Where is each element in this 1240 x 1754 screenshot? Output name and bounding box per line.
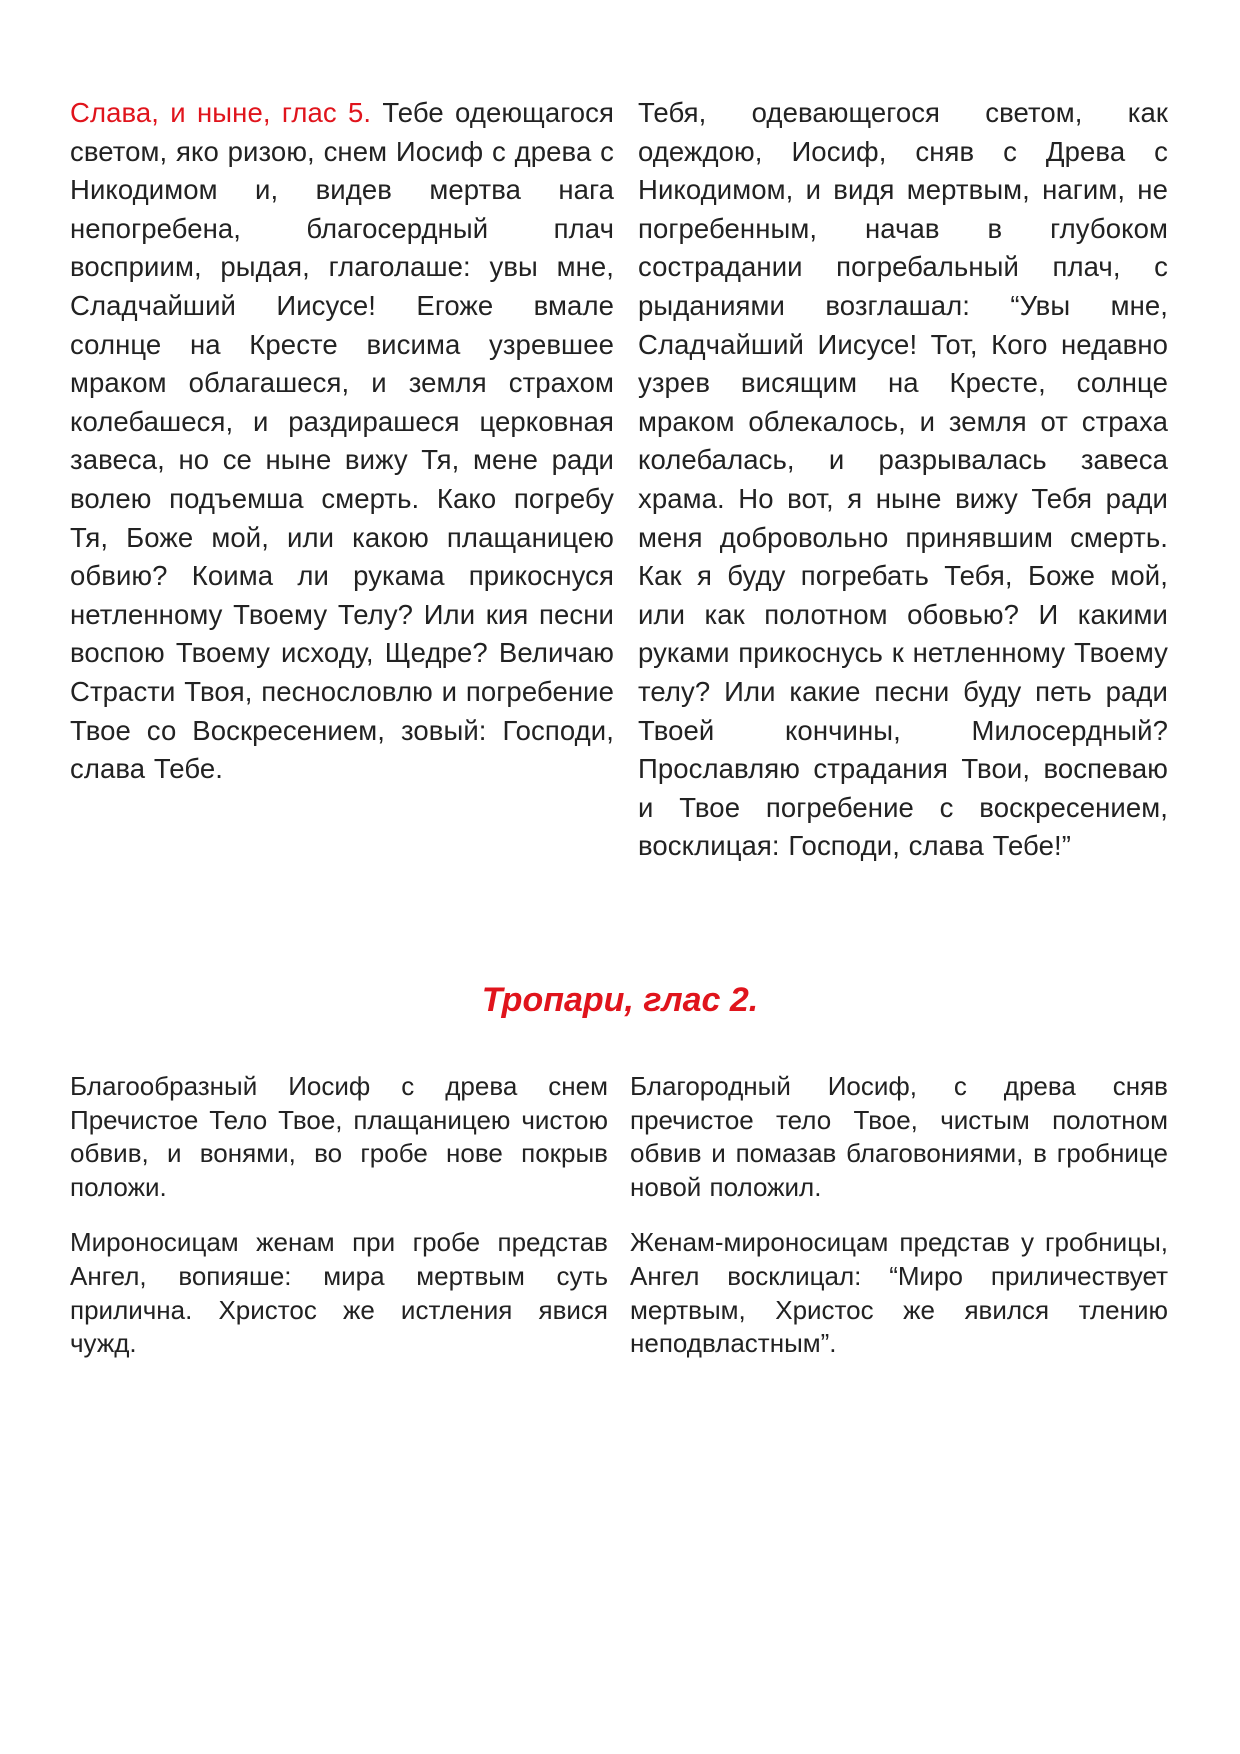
troparion-russian: Благородный Иосиф, с древа сняв пречистое тело Твое, чистым полотном обвив и помазав благовониями, в гробнице новой положил. (630, 1071, 1168, 1202)
troparia-heading: Тропари, глас 2. (481, 981, 759, 1019)
troparia-section (70, 1070, 1168, 1383)
troparion-slavonic: Мироносицам женам при гробе представ Ангел, вопияше: мира мертвым суть прилична. Христос же истления явися чужд. (70, 1227, 608, 1359)
stichera-russian-column (638, 94, 1168, 866)
stichera-label: Слава, и ныне, глас 5. (70, 97, 383, 128)
stichera-russian-text: Тебя, одевающегося светом, как одеждою, Иосиф, сняв с Древа с Никодимом, и видя мертвым, нагим, не погребенным, начав в глубоком сострадании погребальный плач, с рыданиями возглашал: “Увы мне, Сладчайший Иисусе! Тот, Кого недавно узрев висящим на Кресте, солнце мраком облекалось, и земля от страха колебалась, и разрывалась завеса храма. Но вот, я ныне вижу Тебя ради меня добровольно принявшим смерть. Как я буду погребать Тебя, Боже мой, или как полотном обовью? И какими руками прикоснусь к нетленному Твоему телу? Или какие песни буду петь ради Твоей кончины, Милосердный? Прославляю страдания Твои, воспеваю и Твое погребение с воскресением, восклицая: Господи, слава Тебе!” (638, 97, 1168, 862)
troparion-pair (70, 1070, 1168, 1204)
troparion-slavonic: Благообразный Иосиф с древа снем Пречистое Тело Твое, плащаницею чистою обвив, и вонями, во гробе нове покрыв положи. (70, 1071, 608, 1202)
stichera-slavonic-column (70, 94, 614, 866)
troparion-russian: Женам-мироносицам представ у гробницы, Ангел восклицал: “Миро приличествует мертвым, Христос же явился тлению неподвластным”. (630, 1227, 1168, 1359)
troparion-pair (70, 1226, 1168, 1360)
stichera-section (70, 94, 1168, 866)
stichera-slavonic-text: Тебе одеющагося светом, яко ризою, снем Иосиф с древа с Никодимом и, видев мертва нага непогребена, благосердный плач восприим, рыдая, глаголаше: увы мне, Сладчайший Иисусе! Егоже вмале солнце на Кресте висима узревшее мраком облагашеся, и земля страхом колебашеся, и раздирашеся церковная завеса, но се ныне вижу Тя, мене ради волею подъемша смерть. Како погребу Тя, Боже мой, или какою плащаницею обвию? Коима ли рукама прикоснуся нетленному Твоему Телу? Или кия песни воспою Твоему исходу, Щедре? Величаю Страсти Твоя, песнословлю и погребение Твое со Воскресением, зовый: Господи, слава Тебе. (70, 97, 614, 785)
